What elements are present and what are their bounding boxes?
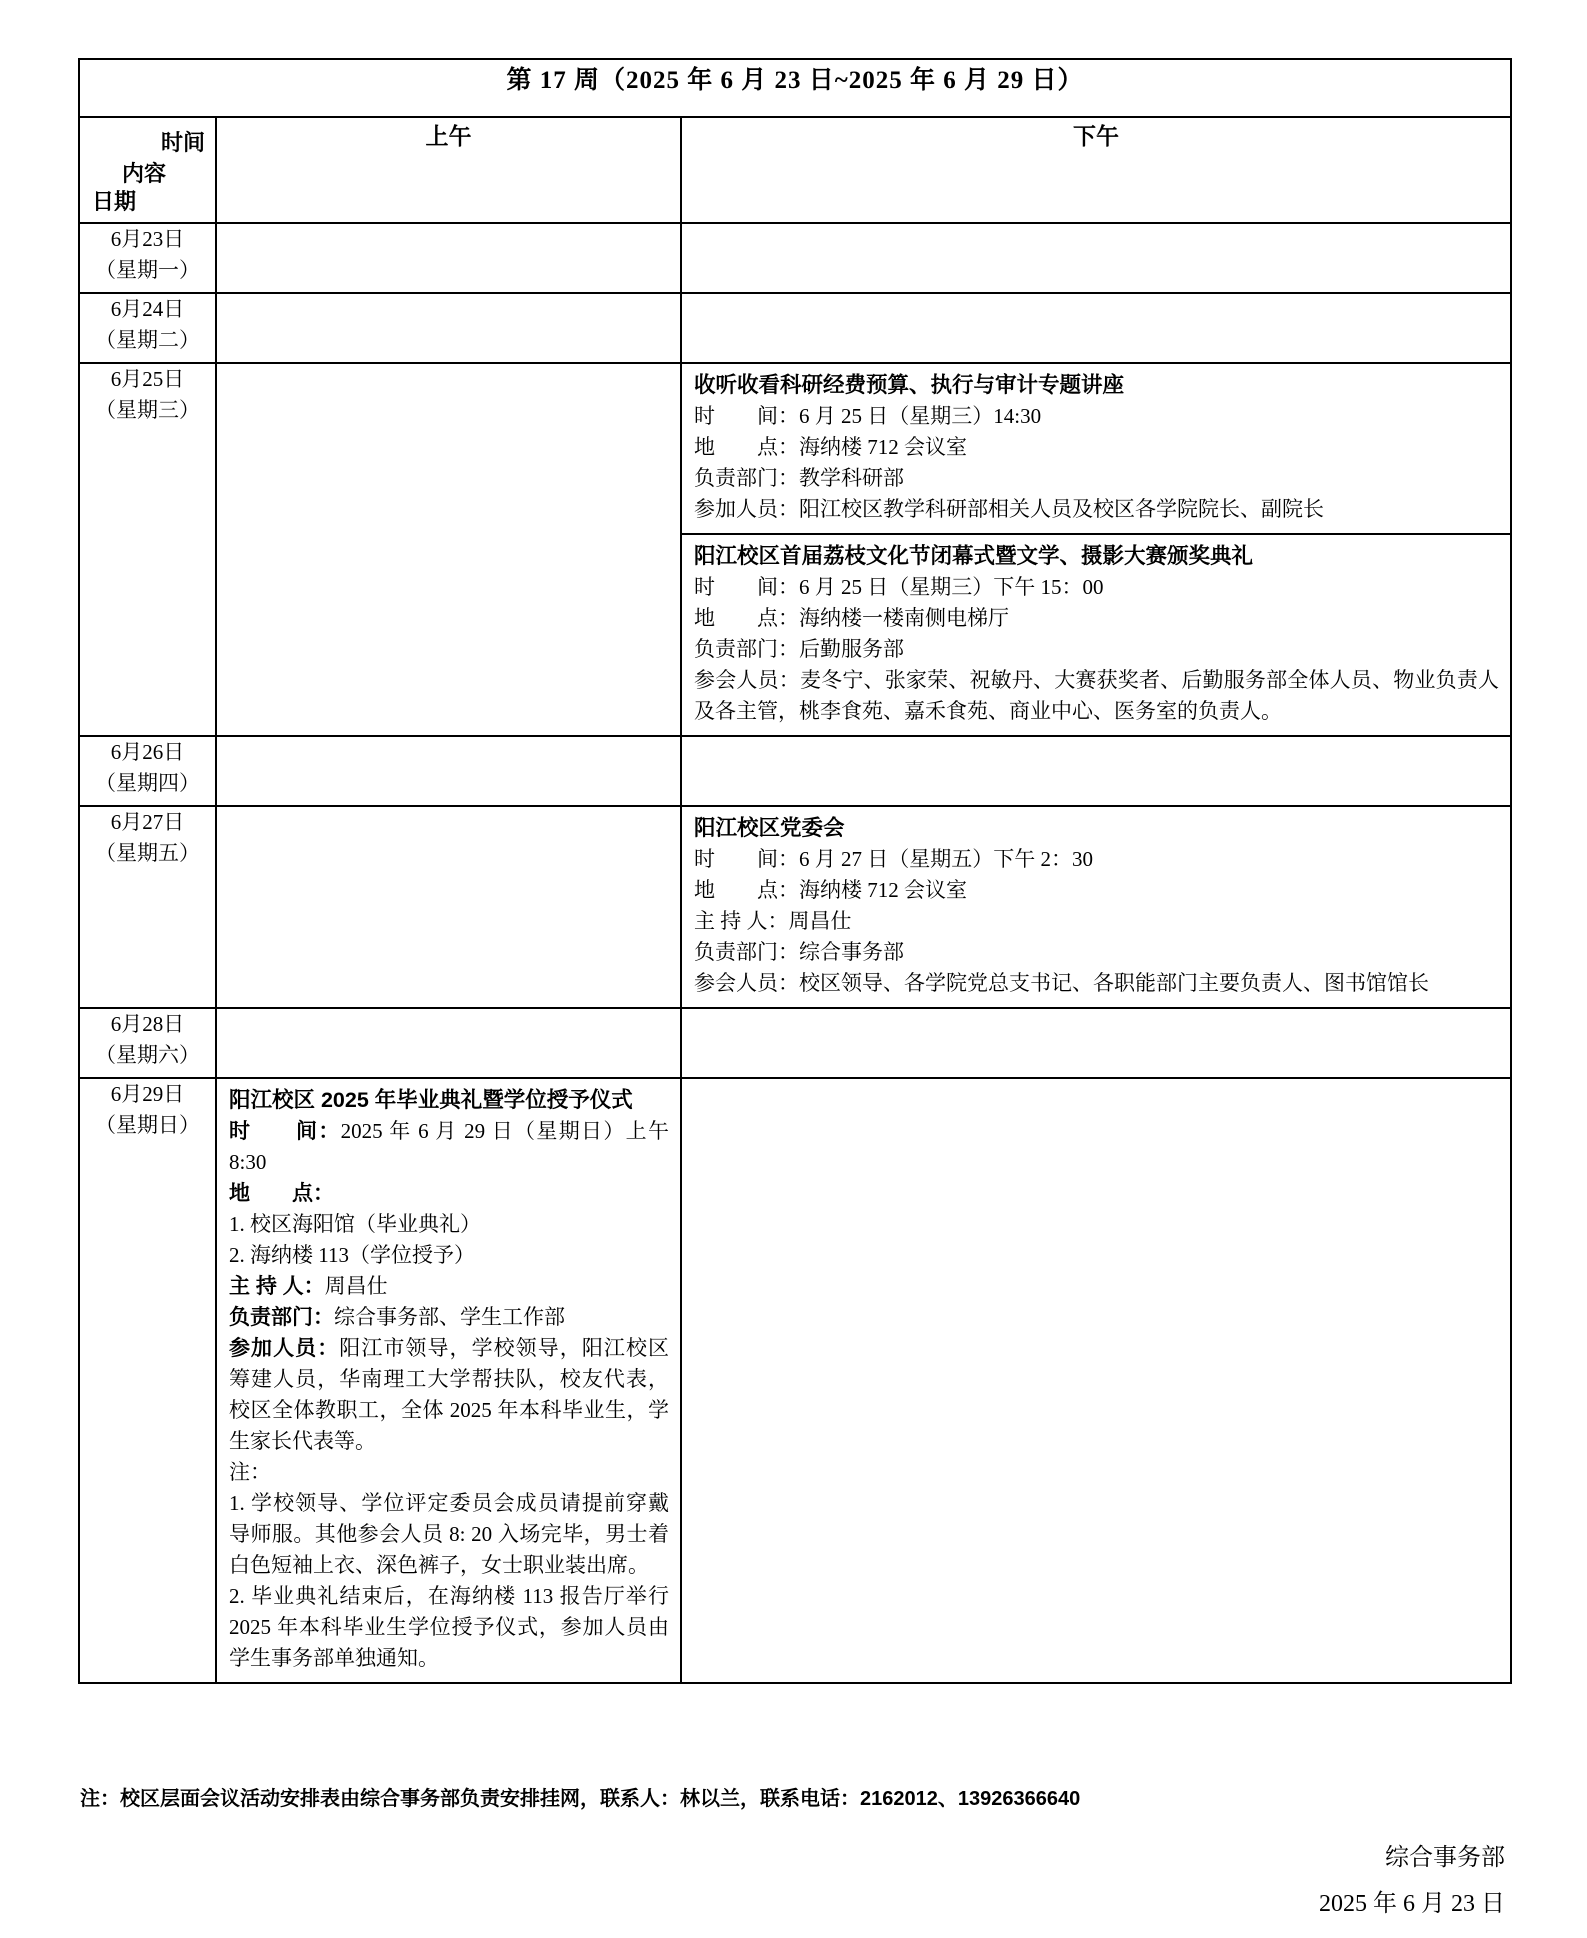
line-text: 注： <box>229 1460 271 1484</box>
event-line <box>229 1302 669 1333</box>
event-title: 阳江校区党委会 <box>694 816 845 840</box>
date-label: 6月28日 <box>110 1012 185 1036</box>
cell-pm-empty <box>681 736 1511 806</box>
date-label: 6月24日 <box>110 297 185 321</box>
cell-pm-0625 <box>681 363 1511 736</box>
date-cell-0624 <box>79 293 216 363</box>
corner-label-content: 内容 <box>122 161 167 186</box>
cell-am-empty <box>216 806 681 1008</box>
cell-am-empty <box>216 736 681 806</box>
table-row <box>79 223 1511 293</box>
cell-pm-0627 <box>681 806 1511 1008</box>
event-title: 收听收看科研经费预算、执行与审计专题讲座 <box>694 373 1125 397</box>
date-cell-0628 <box>79 1008 216 1078</box>
weekday-label: （星期二） <box>95 328 200 352</box>
event-line <box>229 1457 669 1488</box>
column-header-pm: 下午 <box>681 117 1511 223</box>
line-text: 2. 毕业典礼结束后，在海纳楼 113 报告厅举行 2025 年本科毕业生学位授予仪式，参加人员由学生事务部单独通知。 <box>229 1584 669 1670</box>
weekday-label: （星期六） <box>95 1043 200 1067</box>
table-row <box>79 363 1511 736</box>
event-line <box>229 1333 669 1457</box>
table-row <box>79 806 1511 1008</box>
table-row <box>79 1008 1511 1078</box>
event-lychee-festival <box>682 533 1510 735</box>
event-line: 地 点：海纳楼一楼南侧电梯厅 <box>694 606 1009 630</box>
table-row-title <box>79 59 1511 117</box>
table-row <box>79 293 1511 363</box>
department-signature: 综合事务部 <box>1385 1845 1505 1871</box>
line-text: 综合事务部、学生工作部 <box>334 1305 565 1329</box>
cell-am-0629 <box>216 1078 681 1683</box>
event-graduation-ceremony <box>217 1079 680 1682</box>
date-cell-0625 <box>79 363 216 736</box>
cell-pm-empty <box>681 1008 1511 1078</box>
table-row <box>79 736 1511 806</box>
line-label: 时 间： <box>229 1120 341 1143</box>
line-label: 负责部门： <box>229 1306 334 1329</box>
line-text: 阳江市领导，学校领导，阳江校区筹建人员，华南理工大学帮扶队，校友代表，校区全体教职工，全体 2025 年本科毕业生，学生家长代表等。 <box>229 1336 670 1453</box>
date-cell-0627 <box>79 806 216 1008</box>
weekday-label: （星期三） <box>95 398 200 422</box>
date-label: 6月29日 <box>110 1082 185 1106</box>
line-label: 参加人员： <box>229 1337 340 1360</box>
cell-pm-empty <box>681 293 1511 363</box>
line-text: 1. 校区海阳馆（毕业典礼） <box>229 1212 481 1236</box>
weekday-label: （星期五） <box>95 841 200 865</box>
event-line <box>229 1178 669 1209</box>
line-text: 周昌仕 <box>324 1274 388 1298</box>
line-text: 1. 学校领导、学位评定委员会成员请提前穿戴导师服。其他参会人员 8: 20 入场完毕，男士着白色短袖上衣、深色裤子，女士职业装出席。 <box>229 1491 669 1577</box>
corner-label-date: 日期 <box>92 189 137 214</box>
cell-am-empty <box>216 363 681 736</box>
weekday-label: （星期一） <box>95 258 200 282</box>
date-cell-0629 <box>79 1078 216 1683</box>
event-line: 负责部门：综合事务部 <box>694 940 904 964</box>
event-line: 时 间：6 月 25 日（星期三）14:30 <box>694 404 1042 428</box>
event-title: 阳江校区首届荔枝文化节闭幕式暨文学、摄影大赛颁奖典礼 <box>694 544 1254 568</box>
cell-pm-empty <box>681 1078 1511 1683</box>
date-label: 6月27日 <box>110 810 185 834</box>
week-title: 第 17 周（2025 年 6 月 23 日~2025 年 6 月 29 日） <box>79 59 1511 117</box>
event-line: 参会人员：麦冬宁、张家荣、祝敏丹、大赛获奖者、后勤服务部全体人员、物业负责人及各主管，桃李食苑、嘉禾食苑、商业中心、医务室的负责人。 <box>694 668 1500 723</box>
table-row-header <box>79 117 1511 223</box>
event-line: 负责部门：教学科研部 <box>694 466 904 490</box>
weekday-label: （星期日） <box>95 1113 200 1137</box>
cell-am-empty <box>216 223 681 293</box>
date-label: 6月23日 <box>110 227 185 251</box>
line-label: 地 点： <box>229 1182 334 1205</box>
column-header-am: 上午 <box>216 117 681 223</box>
event-line: 参加人员：阳江校区教学科研部相关人员及校区各学院院长、副院长 <box>694 497 1324 521</box>
cell-pm-empty <box>681 223 1511 293</box>
cell-am-empty <box>216 1008 681 1078</box>
event-line: 时 间：6 月 25 日（星期三）下午 15：00 <box>694 575 1104 599</box>
date-cell-0623 <box>79 223 216 293</box>
event-party-committee <box>682 807 1510 1007</box>
cell-am-empty <box>216 293 681 363</box>
weekday-label: （星期四） <box>95 771 200 795</box>
line-text: 2. 海纳楼 113（学位授予） <box>229 1243 475 1267</box>
event-line: 参会人员：校区领导、各学院党总支书记、各职能部门主要负责人、图书馆馆长 <box>694 971 1429 995</box>
event-line <box>229 1488 669 1581</box>
event-line: 地 点：海纳楼 712 会议室 <box>694 878 967 902</box>
footnote: 注：校区层面会议活动安排表由综合事务部负责安排挂网，联系人：林以兰，联系电话：2162012、13926366640 <box>80 1788 1081 1810</box>
corner-label-time: 时间 <box>160 130 205 155</box>
line-label: 主 持 人： <box>229 1275 325 1298</box>
event-line <box>229 1271 669 1302</box>
event-title: 阳江校区 2025 年毕业典礼暨学位授予仪式 <box>229 1088 633 1112</box>
event-line: 负责部门：后勤服务部 <box>694 637 904 661</box>
schedule-table <box>78 58 1512 1684</box>
corner-header-cell <box>79 117 216 223</box>
event-line <box>229 1581 669 1674</box>
event-line <box>229 1209 669 1240</box>
event-line: 主 持 人：周昌仕 <box>694 909 852 933</box>
event-line <box>229 1240 669 1271</box>
event-line: 地 点：海纳楼 712 会议室 <box>694 435 967 459</box>
event-line: 时 间：6 月 27 日（星期五）下午 2：30 <box>694 847 1093 871</box>
signature-block <box>1319 1835 1505 1927</box>
table-row <box>79 1078 1511 1683</box>
date-cell-0626 <box>79 736 216 806</box>
date-label: 6月25日 <box>110 367 185 391</box>
line-text: 2025 年 6 月 29 日（星期日）上午 8:30 <box>229 1119 670 1174</box>
event-line <box>229 1116 669 1178</box>
signature-date: 2025 年 6 月 23 日 <box>1319 1891 1505 1917</box>
date-label: 6月26日 <box>110 740 185 764</box>
event-lecture <box>682 364 1510 533</box>
